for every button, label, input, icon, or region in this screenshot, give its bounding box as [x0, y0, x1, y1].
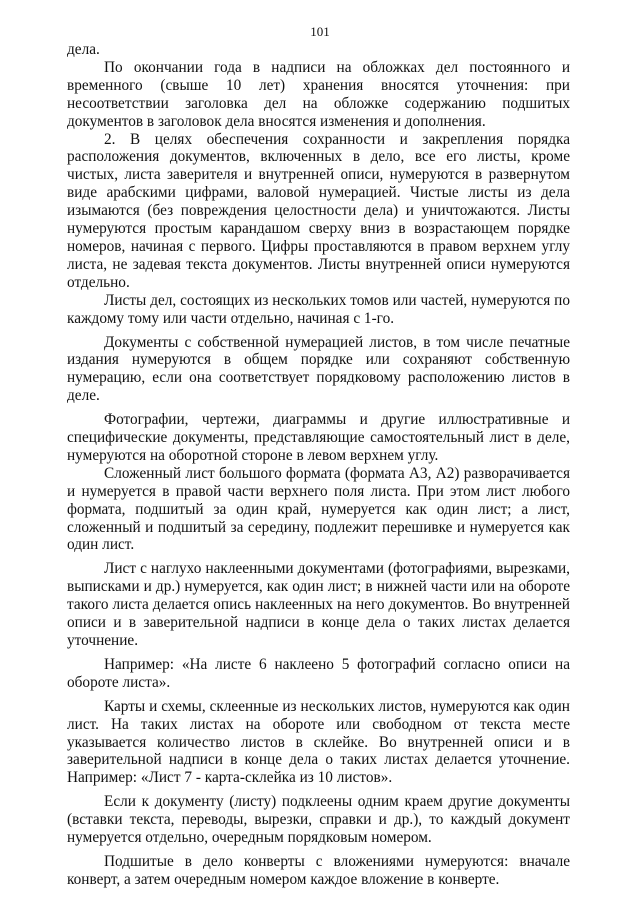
paragraph: Лист с наглухо наклеенными документами (фотографиями, вырезками, выписками и др.) нумеруется, как один лист; в нижней части или на обороте такого листа делается опись наклеенных на него документов. Во внутренней описи и в заверительной надписи в конце дела о таких листах делается уточнение.: [67, 560, 570, 649]
page-number: 101: [310, 24, 330, 39]
paragraph-continuation: дела.: [67, 41, 100, 58]
document-body: [67, 41, 570, 889]
paragraph: Например: «На листе 6 наклеено 5 фотографий согласно описи на обороте листа».: [67, 655, 570, 691]
paragraph: Документы с собственной нумерацией листов, в том числе печатные издания нумеруются в общем порядке или сохраняют собственную нумерацию, если она соответствует порядковому расположению листов в деле.: [67, 333, 570, 405]
paragraph: Фотографии, чертежи, диаграммы и другие иллюстративные и специфические документы, представляющие самостоятельный лист в деле, нумеруются на оборотной стороне в левом верхнем углу.: [67, 411, 570, 464]
paragraph: Сложенный лист большого формата (формата А3, А2) разворачивается и нумеруется в правой части верхнего поля листа. При этом лист любого формата, подшитый за один край, нумеруется как один лист; а лист, сложенный и подшитый за середину, подлежит перешивке и нумеруется как один лист.: [67, 464, 570, 554]
paragraph: Листы дел, состоящих из нескольких томов или частей, нумеруются по каждому тому или части отдельно, начиная с 1-го.: [67, 291, 570, 327]
paragraph: Карты и схемы, склеенные из нескольких листов, нумеруются как один лист. На таких листах на обороте или свободном от текста месте указывается количество листов в склейке. Во внутренней описи и в заверительной надписи в конце дела о таких листах делается уточнение. Например: «Лист 7 - карта-склейка из 10 листов».: [67, 697, 570, 787]
paragraph: По окончании года в надписи на обложках дел постоянного и временного (свыше 10 лет) хранения вносятся уточнения: при несоответствии заголовка дел на обложке содержанию подшитых документов в заголовок дела вносятся изменения и дополнения.: [67, 58, 570, 130]
paragraph: Если к документу (листу) подклеены одним краем другие документы (вставки текста, переводы, вырезки, справки и др.), то каждый документ нумеруется отдельно, очередным порядковым номером.: [67, 793, 570, 847]
paragraph: 2. В целях обеспечения сохранности и закрепления порядка расположения документов, включенных в дело, все его листы, кроме чистых, листа заверителя и внутренней описи, нумеруются в развернутом виде арабскими цифрами, валовой нумерацией. Чистые листы из дела изымаются (без повреждения целостности дела) и уничтожаются. Листы нумеруются простым карандашом сверху вниз в возрастающем порядке номеров, начиная с первого. Цифры проставляются в правом верхнем углу листа, не задевая текста документов. Листы внутренней описи нумеруются отдельно.: [67, 130, 570, 291]
paragraph: Подшитые в дело конверты с вложениями нумеруются: вначале конверт, а затем очередным номером каждое вложение в конверте.: [67, 852, 570, 888]
